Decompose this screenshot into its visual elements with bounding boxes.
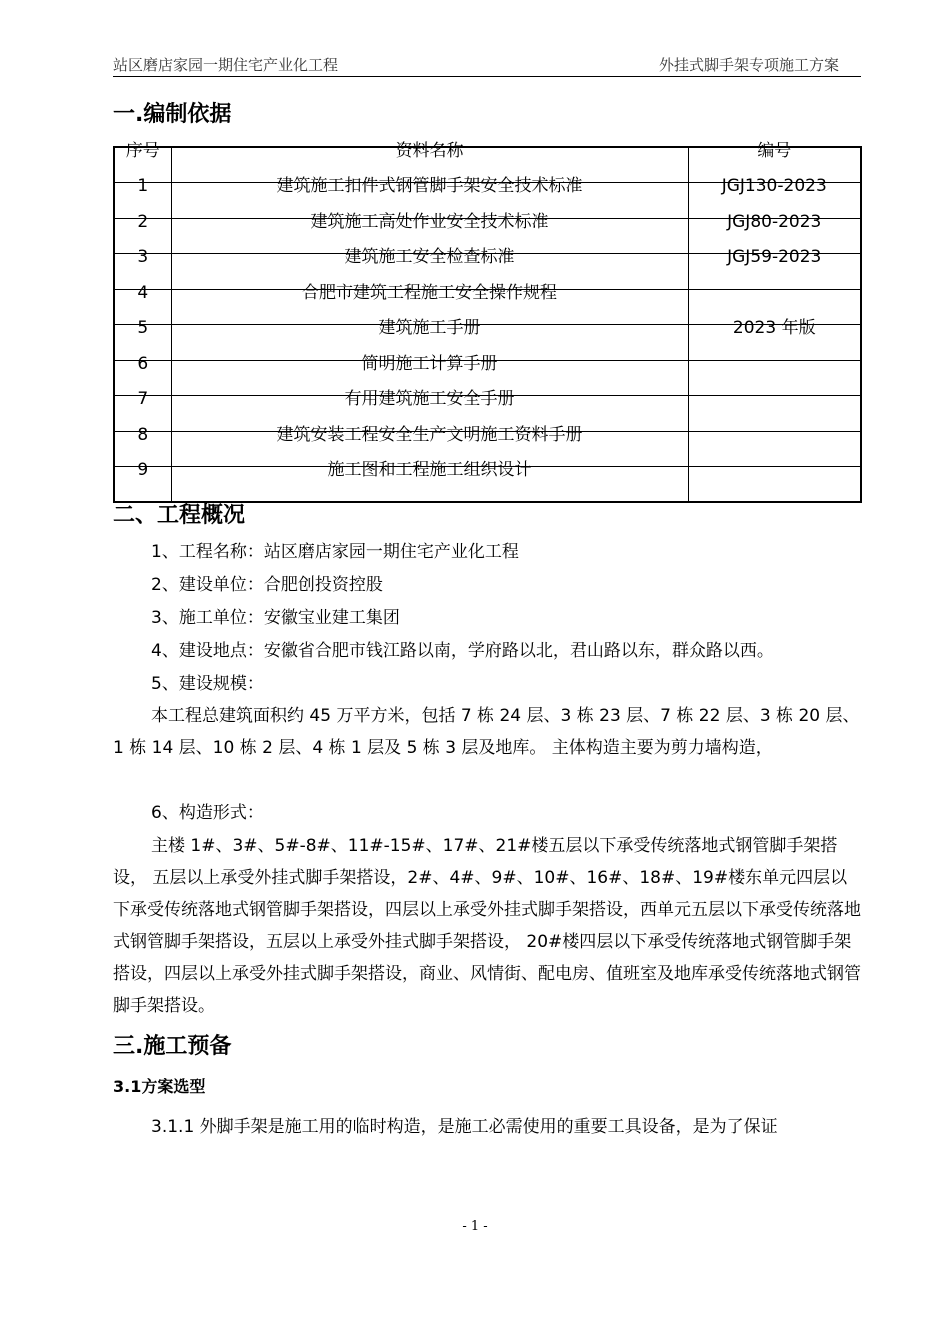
table-cell: 2	[114, 218, 171, 254]
header-project-name: 站区磨店家园一期住宅产业化工程	[113, 56, 339, 74]
header-cell: 编号	[688, 147, 861, 183]
table-cell: 9	[114, 467, 171, 503]
table-cell: 建筑施工高处作业安全技术标准	[171, 218, 688, 254]
table-cell: 5	[114, 325, 171, 361]
table-cell: 7	[114, 396, 171, 432]
structure-item: 6、构造形式：	[151, 803, 264, 823]
reference-table	[113, 141, 862, 503]
table-cell	[688, 396, 861, 432]
builder-item: 2、建设单位：合肥创投资控股	[151, 575, 383, 595]
table-cell: 建筑施工安全检查标准	[171, 254, 688, 290]
table-cell: 建筑施工扣件式钢管脚手架安全技术标准	[171, 183, 688, 219]
scale-item: 5、建设规模：	[151, 674, 264, 694]
project-name-item: 1、工程名称：站区磨店家园一期住宅产业化工程	[151, 542, 519, 562]
structure-paragraph: 主楼 1#、3#、5#-8#、11#-15#、17#、21#楼五层以下承受传统落地式钢管脚手架搭设， 五层以上承受外挂式脚手架搭设，2#、4#、9#、10#、16#、18#、19#楼东单元四层以下承受传统落地式钢管脚手架搭设，四层以上承受外挂式脚手架搭设，西单元五层以下承受传统落地式钢管脚手架搭设，五层以上承受外挂式脚手架搭设， 20#楼四层以下承受传统落地式钢管脚手架搭设，四层以上承受外挂式脚手架搭设，商业、风情街、配电房、值班室及地库承受传统落地式钢管脚手架搭设。	[113, 836, 861, 1016]
table-cell: 8	[114, 431, 171, 467]
scale-paragraph: 本工程总建筑面积约 45 万平方米，包括 7 栋 24 层、3 栋 23 层、7 栋 22 层、3 栋 20 层、1 栋 14 层、10 栋 2 层、4 栋 1 层及 5 栋 3 层及地库。 主体构造主要为剪力墙构造，	[113, 706, 860, 758]
page-number: - 1 -	[462, 1219, 488, 1234]
section3-title: 三.施工预备	[113, 1034, 232, 1059]
table-cell	[688, 360, 861, 396]
section1-title: 一.编制依据	[113, 102, 232, 127]
table-row	[114, 467, 861, 503]
table-cell: 建筑安装工程安全生产文明施工资料手册	[171, 431, 688, 467]
page-header	[113, 54, 861, 77]
table-cell: 6	[114, 360, 171, 396]
table-cell: JGJ80-2023	[688, 218, 861, 254]
location-item: 4、建设地点：安徽省合肥市钱江路以南，学府路以北，君山路以东，群众路以西。	[151, 641, 774, 661]
table-cell	[688, 431, 861, 467]
table-cell: JGJ130-2023	[688, 183, 861, 219]
section2-title: 二、工程概况	[113, 503, 246, 528]
paragraph-3-1-1: 3.1.1 外脚手架是施工用的临时构造，是施工必需使用的重要工具设备，是为了保证	[151, 1117, 778, 1137]
table-cell: 1	[114, 183, 171, 219]
table-cell: 简明施工计算手册	[171, 360, 688, 396]
table-cell: 建筑施工手册	[171, 325, 688, 361]
table-cell	[688, 467, 861, 503]
header-cell: 资料名称	[171, 147, 688, 183]
header-document-title: 外挂式脚手架专项施工方案	[658, 56, 839, 74]
table-cell: JGJ59-2023	[688, 254, 861, 290]
table-cell: 有用建筑施工安全手册	[171, 396, 688, 432]
subsection-3-1-title: 3.1方案选型	[113, 1077, 206, 1096]
table-cell: 合肥市建筑工程施工安全操作规程	[171, 289, 688, 325]
table-cell: 4	[114, 289, 171, 325]
header-cell: 序号	[114, 147, 171, 183]
table-cell: 3	[114, 254, 171, 290]
table-cell: 2023 年版	[688, 325, 861, 361]
table-cell: 施工图和工程施工组织设计	[171, 467, 688, 503]
contractor-item: 3、施工单位：安徽宝业建工集团	[151, 608, 400, 628]
